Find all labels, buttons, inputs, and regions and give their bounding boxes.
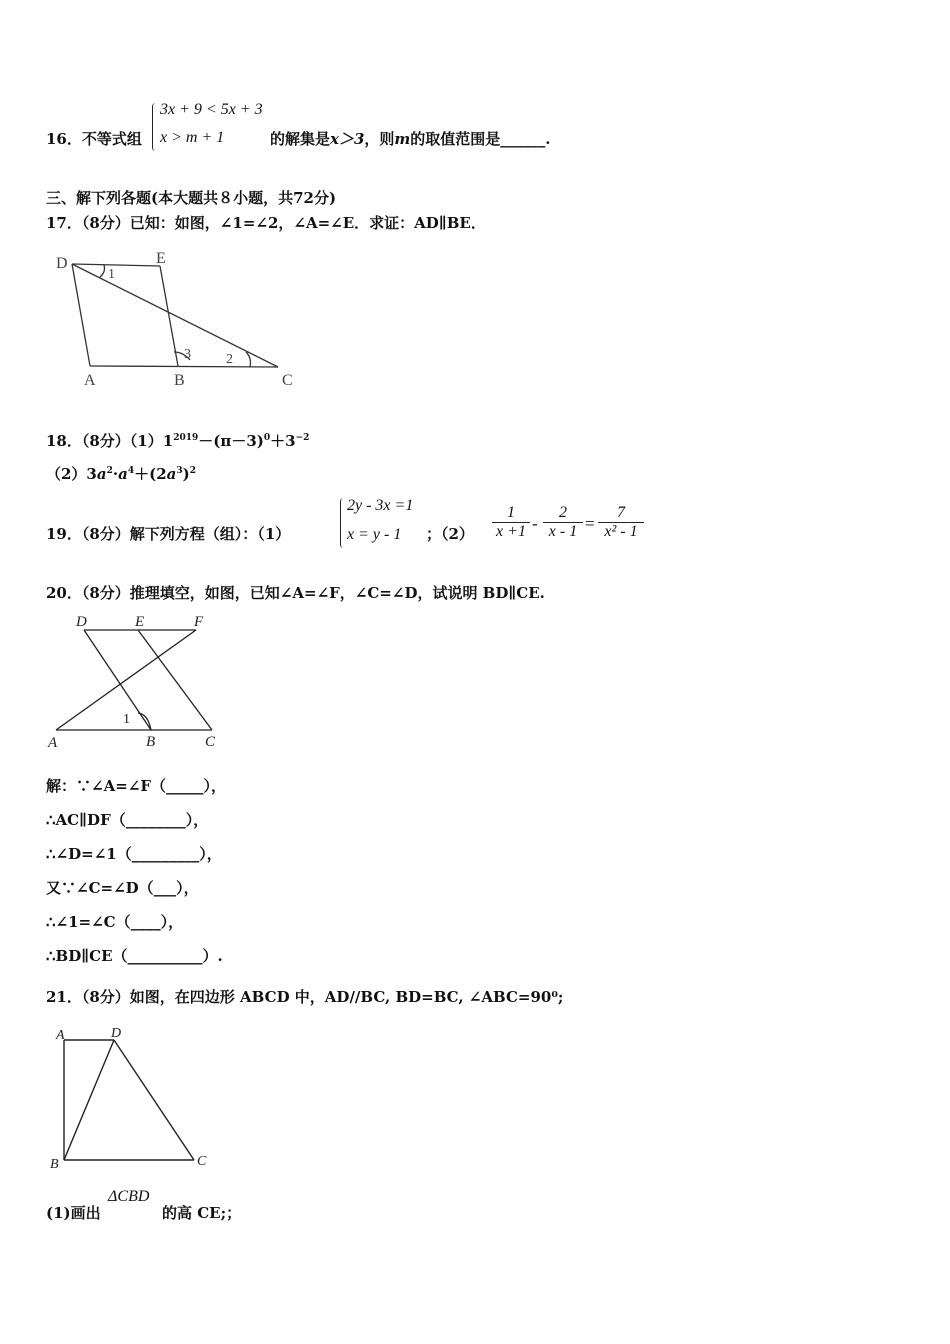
q18-p2-close: ) <box>182 465 190 483</box>
q17-text: 17．（8分）已知：如图，∠1=∠2，∠A=∠E．求证：AD∥BE． <box>46 214 486 232</box>
q21-triangle-label: ΔCBD <box>108 1188 150 1205</box>
q16-variable: m <box>394 130 411 148</box>
q21-sub-1 <box>46 1202 101 1223</box>
q19-equation-2: x = y - 1 <box>347 526 402 543</box>
q21-label-a: A <box>56 1028 65 1043</box>
q18-p1-pre: 18．（8分）（1）1 <box>46 432 174 450</box>
q16-inequality-2: x > m + 1 <box>160 129 225 146</box>
q19-equals: = <box>585 514 595 533</box>
q19-minus: - <box>532 514 538 533</box>
section-3-heading: 三、解下列各题(本大题共８小题，共72分) <box>46 189 337 207</box>
q17-label-e: E <box>156 250 166 267</box>
q17-label-angle-3: 3 <box>184 347 191 362</box>
q20-step: ∴AC∥DF（________）， <box>46 811 209 829</box>
q18-p2-plus: ＋(2 <box>134 465 167 483</box>
q19-fraction-2 <box>543 504 583 541</box>
q16-condition: x＞3 <box>330 130 365 148</box>
q19-separator: ；（2） <box>426 525 474 543</box>
q20-label-c: C <box>205 734 216 750</box>
q17-label-angle-1: 1 <box>108 267 115 282</box>
q16-tail-c: 的取值范围是______. <box>410 130 551 148</box>
q19-f3-numerator: 7 <box>598 504 644 523</box>
q21-label-b: B <box>50 1157 59 1172</box>
q21-label-c: C <box>197 1154 207 1169</box>
q17-label-a: A <box>84 372 96 389</box>
q19-f1-denominator: x +1 <box>496 523 526 540</box>
q16-line <box>46 128 142 149</box>
q21-sub1-pre: (1)画出 <box>46 1204 101 1222</box>
q18-p1-mid: －(π－3) <box>198 432 264 450</box>
q19-f3-denominator: x² - 1 <box>604 523 638 540</box>
q20-step: ∴∠1=∠C（____）， <box>46 913 184 931</box>
q18-p2-a2: a <box>118 465 128 483</box>
q21-figure <box>46 1022 221 1177</box>
q18-p2-a1: a <box>96 465 107 483</box>
q19-f2-denominator: x - 1 <box>548 523 578 540</box>
q21-segment-bd <box>64 1040 114 1160</box>
q18-p2-e2: 4 <box>127 466 135 476</box>
q18-p1-exp2: 0 <box>263 433 271 443</box>
q21-text: 21．（8分）如图，在四边形 ABCD 中，AD//BC, BD=BC, ∠ABC=90⁰; <box>46 988 564 1006</box>
q20-step: 又∵∠C=∠D（___）， <box>46 879 199 897</box>
q17-label-b: B <box>174 372 185 389</box>
q19-brace <box>340 498 347 548</box>
q19-f1-numerator: 1 <box>492 504 530 523</box>
q18-p2-pre: （2）3 <box>46 465 97 483</box>
q17-label-d: D <box>56 255 68 272</box>
q18-p2-a3: a <box>166 465 177 483</box>
q18-p1-exp3: −2 <box>295 433 310 443</box>
q20-label-f: F <box>194 614 204 630</box>
q20-label-d: D <box>76 614 87 630</box>
q16-tail-b: ，则 <box>364 130 395 148</box>
q18-p1-plus: ＋3 <box>270 432 296 450</box>
q16-tail <box>270 128 551 149</box>
q21-segment-dc <box>114 1040 194 1160</box>
q19-f2-numerator: 2 <box>543 504 583 523</box>
q18-part-2 <box>46 463 196 484</box>
q20-figure <box>44 610 234 750</box>
q20-step: ∴∠D=∠1（_________）， <box>46 845 222 863</box>
q17-label-angle-2: 2 <box>226 352 233 367</box>
q19-lead: 19．（8分）解下列方程（组）：（1） <box>46 525 291 543</box>
q17-figure <box>50 248 310 393</box>
q19-fraction-1 <box>492 504 530 541</box>
q20-label-a: A <box>48 735 58 750</box>
q20-text: 20．（8分）推理填空，如图，已知∠A=∠F，∠C=∠D，试说明 BD∥CE. <box>46 584 545 602</box>
q16-brace <box>152 103 159 151</box>
q20-step: ∴BD∥CE（__________）. <box>46 947 223 965</box>
q18-p2-e1: 2 <box>106 466 113 476</box>
q18-p2-e3: 3 <box>176 466 183 476</box>
q19-fraction-3 <box>598 504 644 541</box>
q18-p2-e4: 2 <box>189 466 197 476</box>
q17-angle-1-arc <box>100 265 105 277</box>
q16-number: 16． <box>46 130 82 148</box>
q17-angle-2-arc <box>246 352 251 367</box>
q18-p1-exp1: 2019 <box>173 433 199 443</box>
q21-sub1-post: 的高 CE;； <box>162 1204 242 1222</box>
q21-label-d: D <box>111 1026 122 1041</box>
q16-tail-a: 的解集是 <box>270 130 331 148</box>
q16-lead: 不等式组 <box>81 130 142 148</box>
q20-label-b: B <box>146 734 156 750</box>
q20-step: 解：∵∠A=∠F（_____）， <box>46 777 226 795</box>
q17-segment-da <box>72 264 90 366</box>
q17-label-c: C <box>282 372 293 389</box>
q18-part-1 <box>46 430 309 451</box>
q20-label-e: E <box>135 614 145 630</box>
q20-segment-db <box>84 630 151 730</box>
q17-segment-de <box>72 264 160 266</box>
q16-inequality-1: 3x + 9 < 5x + 3 <box>160 101 263 118</box>
q19-equation-1: 2y - 3x =1 <box>347 497 414 514</box>
q18-p2-dot: · <box>112 465 119 483</box>
q20-label-angle-1: 1 <box>123 712 130 727</box>
